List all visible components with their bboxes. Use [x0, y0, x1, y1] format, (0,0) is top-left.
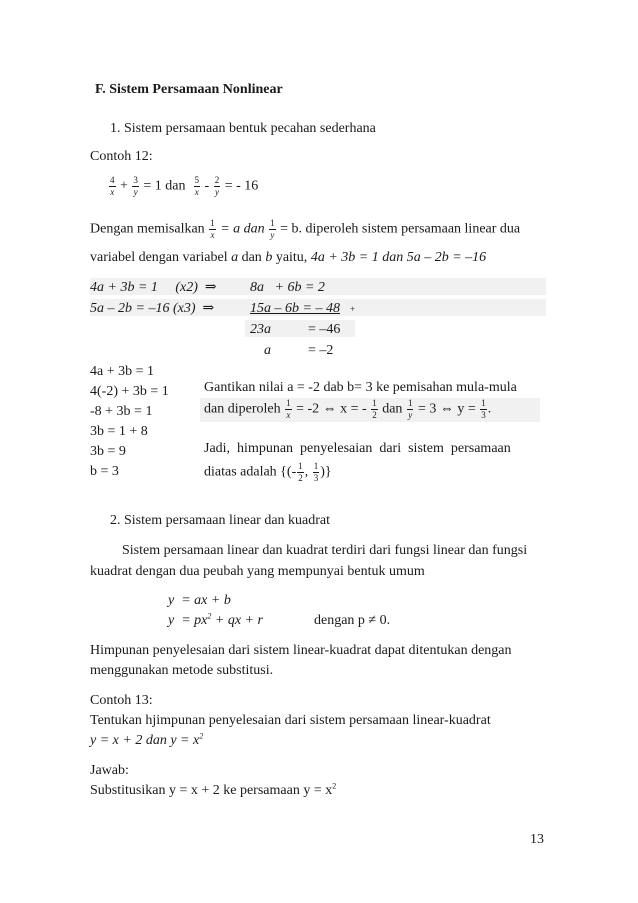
example-13-task: Tentukan hjimpunan penyelesaian dari sistem persamaan linear-kuadrat [90, 713, 491, 728]
paragraph-line: menggunakan metode substitusi. [90, 663, 274, 678]
fraction: $\frac{1}{x}$ [210, 218, 215, 240]
paragraph-line: kuadrat dengan dua peubah yang mempunyai bentuk umum [90, 564, 425, 579]
text: variabel dengan variabel [90, 250, 228, 265]
text: yaitu, [275, 250, 308, 265]
example-13-system [90, 733, 203, 750]
paragraph-line: Himpunan penyelesaian dari sistem linear-kuadrat dapat ditentukan dengan [90, 643, 512, 658]
fraction: $\frac{1}{x}$ [286, 398, 291, 420]
fraction: $\frac{1}{2}$ [372, 398, 377, 420]
note-line-1: Gantikan nilai a = -2 dab b= 3 ke pemisahan mula-mula [204, 380, 517, 395]
example-12-label: Contoh 12: [90, 149, 153, 164]
variable-a: a [231, 250, 239, 265]
back-sub-line: b = 3 [90, 464, 119, 479]
operator: - [204, 178, 210, 194]
exponent: 2 [207, 611, 212, 621]
subsection-2-title: 2. Sistem persamaan linear dan kuadrat [110, 513, 331, 528]
back-sub-line: 3b = 1 + 8 [90, 424, 148, 439]
linear-system: 4a + 3b = 1 dan 5a – 2b = –16 [310, 250, 487, 265]
text: dan [241, 250, 262, 265]
fraction: $\frac{1}{2}$ [298, 461, 303, 483]
fraction: $\frac{3}{y}$ [133, 175, 138, 197]
subsection-1-title: 1. Sistem persamaan bentuk pecahan sederhana [110, 121, 376, 136]
note-line-2 [204, 399, 491, 420]
fraction: $\frac{5}{x}$ [194, 175, 200, 197]
text: )} [320, 464, 332, 480]
general-form-condition: dengan p ≠ 0. [314, 613, 391, 628]
back-sub-line: 4a + 3b = 1 [90, 364, 155, 379]
fraction: $\frac{1}{y}$ [407, 398, 413, 420]
elim-row-2-right: 15a – 6b = – 48 [250, 301, 340, 316]
text: = 3 ⇔ y = [417, 401, 476, 417]
example-12-equation [108, 176, 258, 197]
exponent: 2 [199, 731, 204, 741]
exponent: 2 [332, 781, 337, 791]
elim-row-3-var: 23a [250, 322, 271, 337]
elim-plus-sign: + [350, 304, 356, 314]
fraction: $\frac{1}{y}$ [270, 218, 275, 240]
answer-label: Jawab: [90, 763, 129, 778]
text: , [304, 464, 309, 480]
operator: + [120, 178, 128, 194]
general-form-line-2 [168, 613, 263, 630]
text: . [487, 401, 492, 417]
page-number: 13 [530, 832, 544, 847]
elim-row-4-var: a [264, 343, 271, 358]
variable-b: b [265, 250, 273, 265]
text: dan [382, 401, 403, 417]
paragraph-line: Sistem persamaan linear dan kuadrat terdiri dari fungsi linear dan fungsi [122, 543, 528, 558]
text: y = px [168, 613, 208, 628]
equation-text: = - 16 [224, 178, 259, 194]
text: = a dan [220, 221, 265, 237]
note-line-3: Jadi, himpunan penyelesaian dari sistem persamaan [204, 441, 511, 456]
elim-row-1-left: 4a + 3b = 1 (x2) ⇒ [90, 280, 217, 295]
substitution-line-2 [90, 250, 486, 267]
fraction: $\frac{1}{3}$ [481, 398, 486, 420]
elim-row-3-value: = –46 [308, 322, 341, 337]
elim-row-4-value: = –2 [308, 343, 334, 358]
fraction: $\frac{4}{x}$ [110, 175, 115, 197]
elim-row-1-right: 8a + 6b = 2 [250, 280, 325, 295]
text: = -2 ⇔ x = - [296, 401, 367, 417]
elim-row-2-left: 5a – 2b = –16 (x3) ⇒ [90, 301, 215, 316]
answer-step-1 [90, 783, 336, 800]
example-13-label: Contoh 13: [90, 693, 153, 708]
text: diatas adalah {(- [204, 464, 297, 480]
text: Dengan memisalkan [90, 221, 205, 237]
fraction: $\frac{2}{y}$ [214, 175, 220, 197]
note-line-4 [204, 462, 332, 483]
back-sub-line: 4(-2) + 3b = 1 [90, 384, 169, 399]
text: y = x + 2 dan y = x [90, 733, 200, 748]
fraction: $\frac{1}{3}$ [313, 461, 319, 483]
text: Substitusikan y = x + 2 ke persamaan y = x [90, 783, 333, 798]
back-sub-line: -8 + 3b = 1 [90, 404, 153, 419]
section-title: F. Sistem Persamaan Nonlinear [95, 82, 283, 97]
text: = b. diperoleh sistem persamaan linear dua [280, 221, 521, 237]
general-form-line-1: y = ax + b [168, 593, 231, 608]
equation-text: = 1 dan [143, 178, 186, 194]
substitution-line-1 [90, 219, 520, 240]
back-sub-line: 3b = 9 [90, 444, 126, 459]
text: + qx + r [211, 613, 263, 628]
text: dan diperoleh [204, 401, 281, 417]
